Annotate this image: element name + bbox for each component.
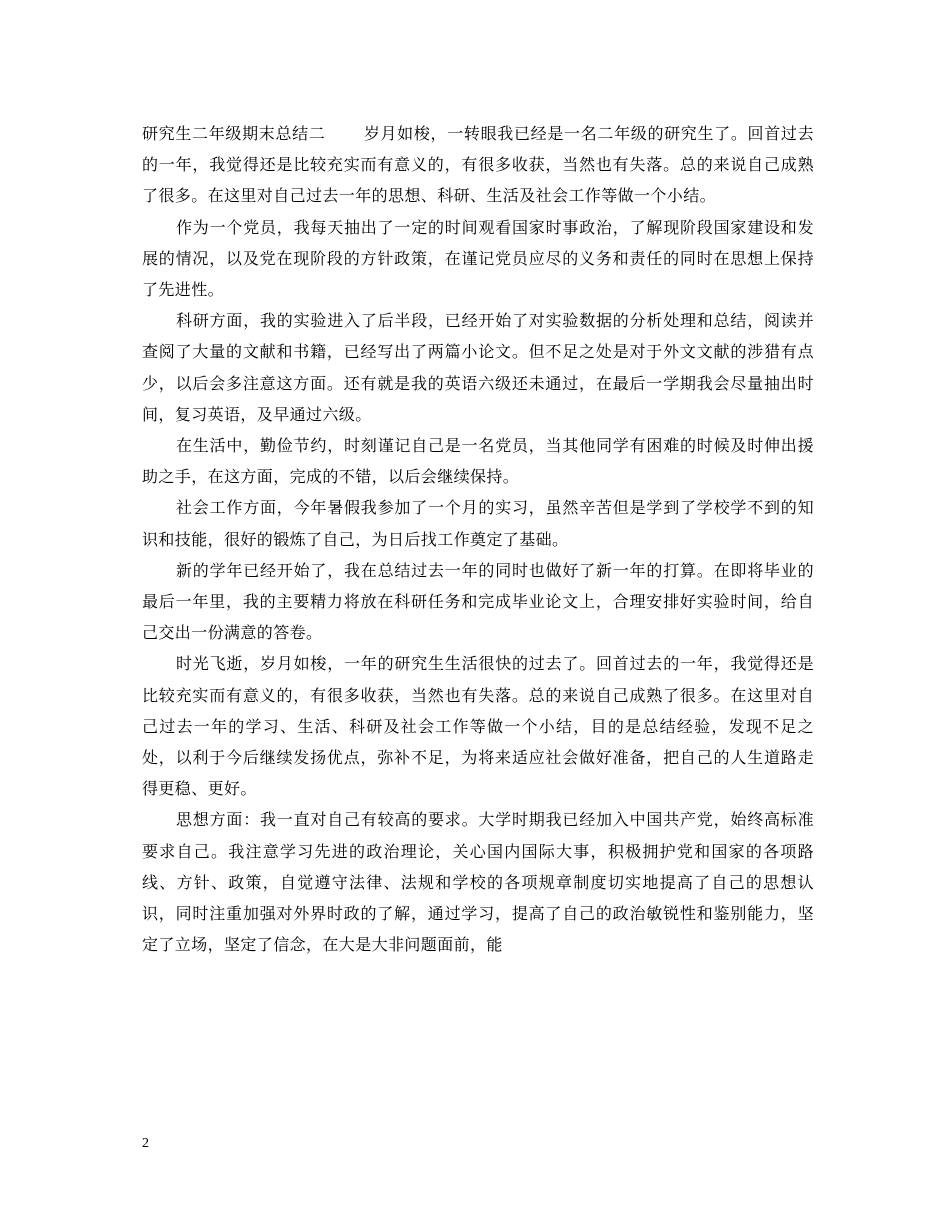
paragraph-new-year-plan: 新的学年已经开始了，我在总结过去一年的同时也做好了新一年的打算。在即将毕业的最后一年里，我的主要精力将放在科研任务和完成毕业论文上，合理安排好实验时间，给自己交出一份满意的答卷。 bbox=[142, 560, 814, 643]
paragraph-party-member: 作为一个党员，我每天抽出了一定的时间观看国家时事政治，了解现阶段国家建设和发展的情况，以及党在现阶段的方针政策，在谨记党员应尽的义务和责任的同时在思想上保持了先进性。 bbox=[142, 217, 814, 300]
opening-paragraph-text: 岁月如梭，一转眼我已经是一名二年级的研究生了。回首过去的一年，我觉得还是比较充实而有意义的，有很多收获，当然也有失落。总的来说自己成熟了很多。在这里对自己过去一年的思想、科研、生活及社会工作等做一个小结。 bbox=[142, 124, 814, 206]
page-number: 2 bbox=[142, 1136, 149, 1151]
paragraph-life: 在生活中，勤俭节约，时刻谨记自己是一名党员，当其他同学有困难的时候及时伸出援助之手，在这方面，完成的不错，以后会继续保持。 bbox=[142, 436, 814, 487]
paragraph-social-work: 社会工作方面，今年暑假我参加了一个月的实习，虽然辛苦但是学到了学校学不到的知识和技能，很好的锻炼了自己，为日后找工作奠定了基础。 bbox=[142, 498, 814, 549]
paragraph-review: 时光飞逝，岁月如梭，一年的研究生生活很快的过去了。回首过去的一年，我觉得还是比较充实而有意义的，有很多收获，当然也有失落。总的来说自己成熟了很多。在这里对自己过去一年的学习、生活、科研及社会工作等做一个小结，目的是总结经验，发现不足之处，以利于今后继续发扬优点，弥补不足，为将来适应社会做好准备，把自己的人生道路走得更稳、更好。 bbox=[142, 654, 814, 799]
paragraph-ideology: 思想方面：我一直对自己有较高的要求。大学时期我已经加入中国共产党，始终高标准要求自己。我注意学习先进的政治理论，关心国内国际大事，积极拥护党和国家的各项路线、方针、政策，自觉遵守法律、法规和学校的各项规章制度切实地提高了自己的思想认识，同时注重加强对外界时政的了解，通过学习，提高了自己的政治敏锐性和鉴别能力，坚定了立场，坚定了信念，在大是大非问题面前，能 bbox=[142, 810, 814, 955]
opening-paragraph bbox=[142, 118, 814, 212]
document-body bbox=[142, 118, 814, 960]
paragraph-research: 科研方面，我的实验进入了后半段，已经开始了对实验数据的分析处理和总结，阅读并查阅了大量的文献和书籍，已经写出了两篇小论文。但不足之处是对于外文文献的涉猎有点少，以后会多注意这方面。还有就是我的英语六级还未通过，在最后一学期我会尽量抽出时间，复习英语，及早通过六级。 bbox=[142, 311, 814, 424]
document-title: 研究生二年级期末总结二 bbox=[142, 124, 326, 143]
